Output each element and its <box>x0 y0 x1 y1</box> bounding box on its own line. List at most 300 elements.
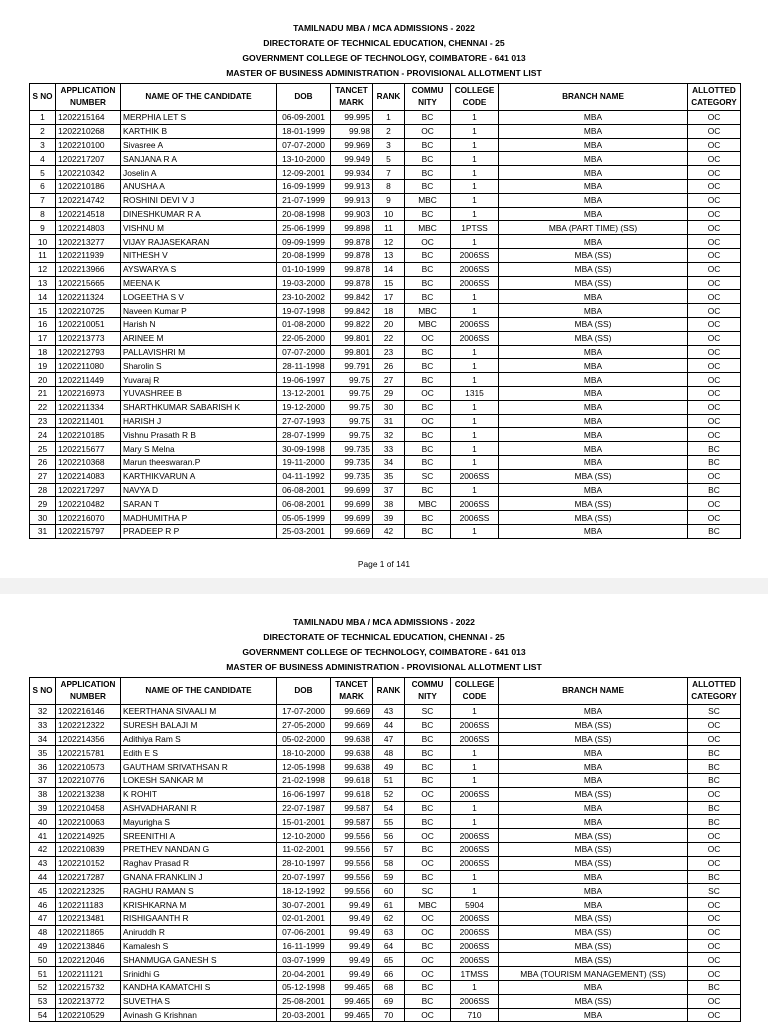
cell-application-number: 1202213846 <box>56 939 121 953</box>
cell-dob: 12-05-1998 <box>277 760 331 774</box>
cell-dob: 05-05-1999 <box>277 511 331 525</box>
cell-name: Raghav Prasad R <box>121 856 277 870</box>
cell-name: KANDHA KAMATCHI S <box>121 980 277 994</box>
cell-sno: 28 <box>30 483 56 497</box>
cell-dob: 30-09-1998 <box>277 442 331 456</box>
col-community: COMMU NITY <box>405 678 451 705</box>
cell-tancet-mark: 99.587 <box>331 815 373 829</box>
cell-community: MBC <box>405 221 451 235</box>
table-row <box>30 359 741 373</box>
cell-rank: 56 <box>373 829 405 843</box>
cell-branch: MBA <box>499 428 688 442</box>
cell-tancet-mark: 99.842 <box>331 290 373 304</box>
table-row <box>30 345 741 359</box>
cell-sno: 13 <box>30 276 56 290</box>
table-row <box>30 718 741 732</box>
cell-tancet-mark: 99.669 <box>331 524 373 538</box>
table-row <box>30 386 741 400</box>
col-application-number: APPLICATION NUMBER <box>56 84 121 111</box>
cell-community: MBC <box>405 497 451 511</box>
cell-college-code: 1 <box>451 359 499 373</box>
cell-branch: MBA (SS) <box>499 718 688 732</box>
cell-dob: 19-06-1997 <box>277 373 331 387</box>
cell-college-code: 1 <box>451 138 499 152</box>
cell-college-code: 2006SS <box>451 276 499 290</box>
cell-dob: 19-03-2000 <box>277 276 331 290</box>
cell-rank: 38 <box>373 497 405 511</box>
cell-category: OC <box>688 994 741 1008</box>
header-line-4: MASTER OF BUSINESS ADMINISTRATION - PROVISIONAL ALLOTMENT LIST <box>226 68 542 78</box>
cell-application-number: 1202212046 <box>56 953 121 967</box>
cell-community: BC <box>405 166 451 180</box>
cell-community: BC <box>405 138 451 152</box>
cell-tancet-mark: 99.638 <box>331 760 373 774</box>
cell-rank: 17 <box>373 290 405 304</box>
table-row <box>30 304 741 318</box>
table-row <box>30 262 741 276</box>
cell-dob: 18-12-1992 <box>277 884 331 898</box>
cell-name: LOKESH SANKAR M <box>121 773 277 787</box>
cell-rank: 47 <box>373 732 405 746</box>
cell-sno: 15 <box>30 304 56 318</box>
cell-college-code: 1 <box>451 980 499 994</box>
cell-name: HARISH J <box>121 414 277 428</box>
table-row <box>30 317 741 331</box>
cell-community: BC <box>405 373 451 387</box>
cell-dob: 18-01-1999 <box>277 124 331 138</box>
header-line-3: GOVERNMENT COLLEGE OF TECHNOLOGY, COIMBATORE - 641 013 <box>242 647 526 657</box>
cell-college-code: 2006SS <box>451 718 499 732</box>
cell-college-code: 1 <box>451 773 499 787</box>
cell-sno: 24 <box>30 428 56 442</box>
cell-tancet-mark: 99.49 <box>331 939 373 953</box>
cell-college-code: 2006SS <box>451 732 499 746</box>
cell-name: Joselin A <box>121 166 277 180</box>
cell-rank: 26 <box>373 359 405 373</box>
header-line-1: TAMILNADU MBA / MCA ADMISSIONS - 2022 <box>293 23 475 33</box>
cell-category: OC <box>688 787 741 801</box>
cell-branch: MBA (SS) <box>499 953 688 967</box>
cell-application-number: 1202211334 <box>56 400 121 414</box>
cell-college-code: 2006SS <box>451 248 499 262</box>
cell-category: BC <box>688 524 741 538</box>
cell-dob: 25-03-2001 <box>277 524 331 538</box>
cell-category: OC <box>688 111 741 125</box>
cell-branch: MBA <box>499 235 688 249</box>
table-row <box>30 111 741 125</box>
cell-tancet-mark: 99.699 <box>331 483 373 497</box>
cell-rank: 52 <box>373 787 405 801</box>
cell-dob: 25-06-1999 <box>277 221 331 235</box>
cell-sno: 5 <box>30 166 56 180</box>
table-row <box>30 414 741 428</box>
cell-college-code: 1PTSS <box>451 221 499 235</box>
cell-branch: MBA <box>499 483 688 497</box>
cell-dob: 05-12-1998 <box>277 980 331 994</box>
cell-college-code: 1315 <box>451 386 499 400</box>
cell-rank: 62 <box>373 911 405 925</box>
cell-rank: 27 <box>373 373 405 387</box>
cell-dob: 05-02-2000 <box>277 732 331 746</box>
cell-college-code: 2006SS <box>451 994 499 1008</box>
cell-sno: 17 <box>30 331 56 345</box>
table-row <box>30 124 741 138</box>
cell-category: OC <box>688 221 741 235</box>
cell-rank: 61 <box>373 898 405 912</box>
table-row <box>30 497 741 511</box>
cell-name: MERPHIA LET S <box>121 111 277 125</box>
cell-community: SC <box>405 705 451 719</box>
cell-college-code: 1 <box>451 442 499 456</box>
cell-college-code: 2006SS <box>451 829 499 843</box>
cell-category: OC <box>688 304 741 318</box>
cell-category: OC <box>688 207 741 221</box>
cell-application-number: 1202211324 <box>56 290 121 304</box>
cell-name: SARAN T <box>121 497 277 511</box>
cell-application-number: 1202215732 <box>56 980 121 994</box>
cell-college-code: 1 <box>451 345 499 359</box>
cell-application-number: 1202211121 <box>56 967 121 981</box>
cell-community: SC <box>405 884 451 898</box>
cell-college-code: 2006SS <box>451 497 499 511</box>
cell-branch: MBA (SS) <box>499 511 688 525</box>
cell-category: OC <box>688 193 741 207</box>
cell-category: BC <box>688 870 741 884</box>
cell-branch: MBA (SS) <box>499 276 688 290</box>
table-row <box>30 746 741 760</box>
cell-rank: 31 <box>373 414 405 428</box>
cell-dob: 28-10-1997 <box>277 856 331 870</box>
cell-college-code: 1 <box>451 428 499 442</box>
cell-community: MBC <box>405 898 451 912</box>
cell-category: OC <box>688 967 741 981</box>
cell-community: SC <box>405 469 451 483</box>
cell-tancet-mark: 99.98 <box>331 124 373 138</box>
cell-tancet-mark: 99.638 <box>331 732 373 746</box>
cell-tancet-mark: 99.842 <box>331 304 373 318</box>
cell-name: Naveen Kumar P <box>121 304 277 318</box>
header-line-1: TAMILNADU MBA / MCA ADMISSIONS - 2022 <box>293 617 475 627</box>
cell-college-code: 1 <box>451 815 499 829</box>
cell-sno: 30 <box>30 511 56 525</box>
cell-name: Sivasree A <box>121 138 277 152</box>
page-header <box>0 594 768 675</box>
cell-category: OC <box>688 400 741 414</box>
cell-dob: 12-09-2001 <box>277 166 331 180</box>
cell-name: SREENITHI A <box>121 829 277 843</box>
cell-branch: MBA <box>499 1008 688 1022</box>
cell-sno: 7 <box>30 193 56 207</box>
cell-dob: 19-11-2000 <box>277 455 331 469</box>
cell-tancet-mark: 99.49 <box>331 925 373 939</box>
cell-community: BC <box>405 511 451 525</box>
cell-branch: MBA (TOURISM MANAGEMENT) (SS) <box>499 967 688 981</box>
cell-rank: 49 <box>373 760 405 774</box>
cell-college-code: 1 <box>451 304 499 318</box>
cell-college-code: 1 <box>451 483 499 497</box>
cell-sno: 41 <box>30 829 56 843</box>
cell-tancet-mark: 99.669 <box>331 705 373 719</box>
cell-dob: 06-08-2001 <box>277 497 331 511</box>
cell-application-number: 1202210482 <box>56 497 121 511</box>
cell-tancet-mark: 99.969 <box>331 138 373 152</box>
table-header-row <box>30 84 741 111</box>
cell-rank: 69 <box>373 994 405 1008</box>
cell-community: BC <box>405 111 451 125</box>
cell-branch: MBA (SS) <box>499 317 688 331</box>
cell-application-number: 1202216973 <box>56 386 121 400</box>
cell-community: BC <box>405 442 451 456</box>
cell-application-number: 1202212322 <box>56 718 121 732</box>
cell-application-number: 1202214742 <box>56 193 121 207</box>
cell-sno: 54 <box>30 1008 56 1022</box>
cell-rank: 48 <box>373 746 405 760</box>
cell-community: BC <box>405 980 451 994</box>
cell-category: OC <box>688 856 741 870</box>
cell-sno: 33 <box>30 718 56 732</box>
cell-sno: 23 <box>30 414 56 428</box>
cell-name: GAUTHAM SRIVATHSAN R <box>121 760 277 774</box>
table-row <box>30 829 741 843</box>
cell-branch: MBA <box>499 884 688 898</box>
cell-category: OC <box>688 248 741 262</box>
cell-community: OC <box>405 856 451 870</box>
cell-community: BC <box>405 345 451 359</box>
cell-rank: 35 <box>373 469 405 483</box>
cell-branch: MBA <box>499 980 688 994</box>
cell-branch: MBA (SS) <box>499 939 688 953</box>
cell-sno: 51 <box>30 967 56 981</box>
cell-name: KRISHKARNA M <box>121 898 277 912</box>
cell-college-code: 1 <box>451 870 499 884</box>
cell-category: BC <box>688 455 741 469</box>
table-row <box>30 939 741 953</box>
cell-name: SHARTHKUMAR SABARISH K <box>121 400 277 414</box>
cell-sno: 2 <box>30 124 56 138</box>
cell-category: OC <box>688 359 741 373</box>
cell-tancet-mark: 99.949 <box>331 152 373 166</box>
cell-dob: 18-10-2000 <box>277 746 331 760</box>
cell-sno: 9 <box>30 221 56 235</box>
cell-rank: 70 <box>373 1008 405 1022</box>
cell-college-code: 1 <box>451 152 499 166</box>
cell-rank: 22 <box>373 331 405 345</box>
table-row <box>30 331 741 345</box>
cell-rank: 32 <box>373 428 405 442</box>
cell-dob: 19-12-2000 <box>277 400 331 414</box>
cell-branch: MBA <box>499 386 688 400</box>
cell-category: BC <box>688 773 741 787</box>
cell-tancet-mark: 99.465 <box>331 1008 373 1022</box>
cell-tancet-mark: 99.556 <box>331 829 373 843</box>
cell-sno: 27 <box>30 469 56 483</box>
table-row <box>30 152 741 166</box>
cell-name: Yuvaraj R <box>121 373 277 387</box>
cell-community: BC <box>405 276 451 290</box>
cell-category: OC <box>688 235 741 249</box>
cell-rank: 65 <box>373 953 405 967</box>
cell-category: OC <box>688 939 741 953</box>
cell-community: OC <box>405 1008 451 1022</box>
cell-tancet-mark: 99.913 <box>331 179 373 193</box>
col-category: ALLOTTED CATEGORY <box>688 84 741 111</box>
table-body <box>30 111 741 539</box>
cell-rank: 9 <box>373 193 405 207</box>
cell-category: OC <box>688 166 741 180</box>
cell-category: OC <box>688 511 741 525</box>
cell-application-number: 1202211183 <box>56 898 121 912</box>
cell-application-number: 1202210529 <box>56 1008 121 1022</box>
cell-dob: 16-06-1997 <box>277 787 331 801</box>
cell-tancet-mark: 99.465 <box>331 980 373 994</box>
cell-branch: MBA <box>499 138 688 152</box>
cell-rank: 29 <box>373 386 405 400</box>
cell-sno: 38 <box>30 787 56 801</box>
cell-sno: 42 <box>30 842 56 856</box>
cell-category: OC <box>688 262 741 276</box>
cell-community: BC <box>405 773 451 787</box>
cell-name: Sharolin S <box>121 359 277 373</box>
cell-application-number: 1202217297 <box>56 483 121 497</box>
cell-application-number: 1202210186 <box>56 179 121 193</box>
cell-dob: 06-09-2001 <box>277 111 331 125</box>
cell-sno: 20 <box>30 373 56 387</box>
cell-tancet-mark: 99.49 <box>331 911 373 925</box>
cell-application-number: 1202211939 <box>56 248 121 262</box>
cell-branch: MBA (SS) <box>499 331 688 345</box>
cell-branch: MBA <box>499 898 688 912</box>
cell-dob: 01-08-2000 <box>277 317 331 331</box>
cell-college-code: 1 <box>451 373 499 387</box>
cell-dob: 20-04-2001 <box>277 967 331 981</box>
cell-tancet-mark: 99.556 <box>331 842 373 856</box>
col-branch: BRANCH NAME <box>499 678 688 705</box>
table-row <box>30 373 741 387</box>
cell-dob: 15-01-2001 <box>277 815 331 829</box>
cell-rank: 8 <box>373 179 405 193</box>
cell-branch: MBA <box>499 166 688 180</box>
cell-branch: MBA (SS) <box>499 842 688 856</box>
cell-application-number: 1202214803 <box>56 221 121 235</box>
cell-rank: 43 <box>373 705 405 719</box>
table-row <box>30 994 741 1008</box>
cell-category: OC <box>688 124 741 138</box>
table-row <box>30 898 741 912</box>
cell-college-code: 2006SS <box>451 842 499 856</box>
cell-community: OC <box>405 967 451 981</box>
cell-community: BC <box>405 179 451 193</box>
cell-dob: 12-10-2000 <box>277 829 331 843</box>
cell-college-code: 1 <box>451 801 499 815</box>
cell-tancet-mark: 99.735 <box>331 469 373 483</box>
cell-application-number: 1202210152 <box>56 856 121 870</box>
col-rank: RANK <box>373 84 405 111</box>
header-line-4: MASTER OF BUSINESS ADMINISTRATION - PROVISIONAL ALLOTMENT LIST <box>226 662 542 672</box>
table-body <box>30 705 741 1022</box>
col-college-code: COLLEGE CODE <box>451 84 499 111</box>
cell-application-number: 1202213773 <box>56 331 121 345</box>
cell-application-number: 1202213772 <box>56 994 121 1008</box>
cell-dob: 20-03-2001 <box>277 1008 331 1022</box>
cell-community: BC <box>405 815 451 829</box>
table-row <box>30 469 741 483</box>
cell-community: BC <box>405 262 451 276</box>
col-branch: BRANCH NAME <box>499 84 688 111</box>
cell-name: Marun theeswaran.P <box>121 455 277 469</box>
cell-branch: MBA (SS) <box>499 911 688 925</box>
cell-community: OC <box>405 911 451 925</box>
cell-dob: 16-09-1999 <box>277 179 331 193</box>
cell-rank: 58 <box>373 856 405 870</box>
cell-rank: 18 <box>373 304 405 318</box>
cell-rank: 60 <box>373 884 405 898</box>
cell-branch: MBA (SS) <box>499 732 688 746</box>
cell-branch: MBA <box>499 442 688 456</box>
cell-name: Adithiya Ram S <box>121 732 277 746</box>
cell-college-code: 1 <box>451 290 499 304</box>
cell-rank: 57 <box>373 842 405 856</box>
cell-tancet-mark: 99.801 <box>331 345 373 359</box>
cell-name: MADHUMITHA P <box>121 511 277 525</box>
table-row <box>30 980 741 994</box>
cell-application-number: 1202210185 <box>56 428 121 442</box>
cell-college-code: 1 <box>451 124 499 138</box>
table-row <box>30 276 741 290</box>
header-line-2: DIRECTORATE OF TECHNICAL EDUCATION, CHENNAI - 25 <box>263 632 505 642</box>
cell-name: MEENA K <box>121 276 277 290</box>
cell-college-code: 1 <box>451 111 499 125</box>
cell-dob: 21-07-1999 <box>277 193 331 207</box>
cell-community: OC <box>405 124 451 138</box>
cell-application-number: 1202210100 <box>56 138 121 152</box>
table-row <box>30 911 741 925</box>
cell-application-number: 1202215797 <box>56 524 121 538</box>
cell-name: KARTHIKVARUN A <box>121 469 277 483</box>
table-row <box>30 884 741 898</box>
cell-tancet-mark: 99.995 <box>331 111 373 125</box>
cell-sno: 40 <box>30 815 56 829</box>
cell-rank: 15 <box>373 276 405 290</box>
cell-dob: 11-02-2001 <box>277 842 331 856</box>
cell-tancet-mark: 99.822 <box>331 317 373 331</box>
cell-community: BC <box>405 732 451 746</box>
cell-category: OC <box>688 386 741 400</box>
cell-name: SUVETHA S <box>121 994 277 1008</box>
cell-application-number: 1202217207 <box>56 152 121 166</box>
cell-community: BC <box>405 842 451 856</box>
cell-tancet-mark: 99.75 <box>331 414 373 428</box>
cell-dob: 04-11-1992 <box>277 469 331 483</box>
cell-college-code: 1 <box>451 166 499 180</box>
table-header-row <box>30 678 741 705</box>
cell-name: Mayurigha S <box>121 815 277 829</box>
table-row <box>30 455 741 469</box>
cell-rank: 33 <box>373 442 405 456</box>
cell-application-number: 1202210063 <box>56 815 121 829</box>
col-dob: DOB <box>277 678 331 705</box>
cell-rank: 23 <box>373 345 405 359</box>
cell-branch: MBA <box>499 760 688 774</box>
cell-college-code: 1 <box>451 524 499 538</box>
cell-name: Mary S Melna <box>121 442 277 456</box>
table-row <box>30 138 741 152</box>
cell-rank: 10 <box>373 207 405 221</box>
cell-branch: MBA <box>499 304 688 318</box>
cell-application-number: 1202210051 <box>56 317 121 331</box>
cell-college-code: 1 <box>451 760 499 774</box>
col-college-code: COLLEGE CODE <box>451 678 499 705</box>
cell-sno: 34 <box>30 732 56 746</box>
